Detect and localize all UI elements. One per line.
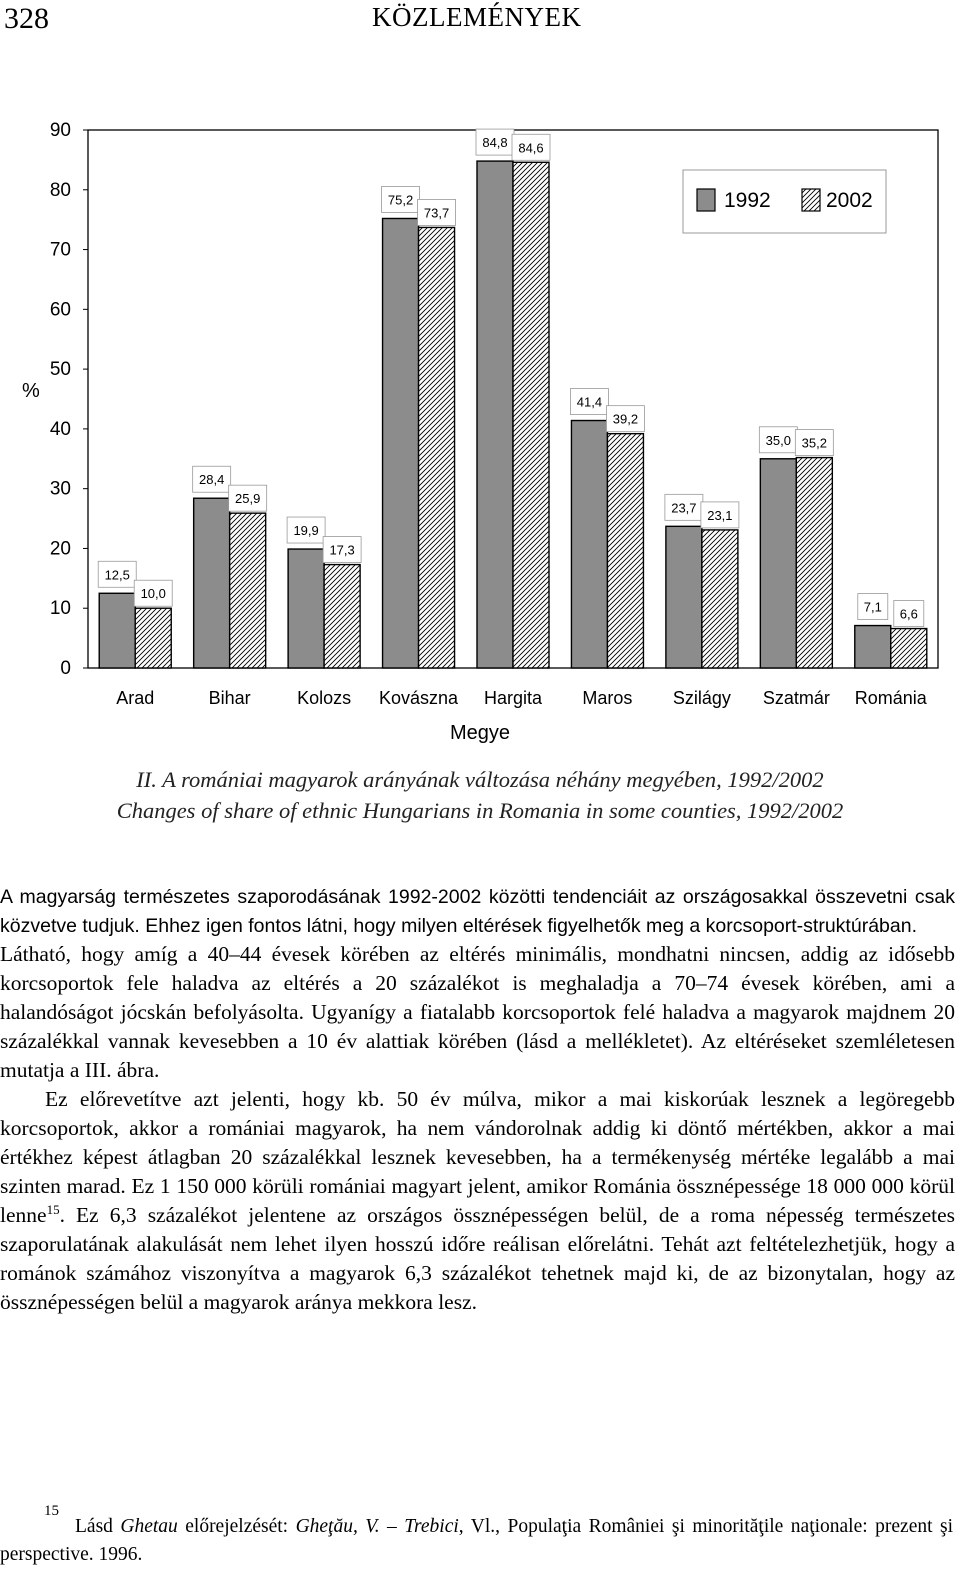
y-tick-label: 60 [49,299,71,321]
data-label-1992-Hargita: 84,8 [482,135,508,151]
footnote-reference: 15 [46,1201,60,1217]
bar-1992-Maros [571,421,607,668]
footnote-text-1: Lásd [75,1516,121,1537]
y-tick-label: 80 [49,179,71,201]
footnote-author-2: Gheţău, V. – Trebici [295,1516,459,1537]
x-axis-label: Megye [449,722,511,744]
data-label-1992-Arad: 12,5 [104,567,130,583]
bar-2002-Hargita [513,162,549,668]
data-label-2002-Kovászna: 73,7 [423,205,450,221]
legend-swatch-2002 [802,189,820,211]
paragraph-2 [0,1085,955,1317]
bar-chart [0,110,960,750]
x-tick-label: Szilágy [672,688,731,708]
data-label-1992-Kovászna: 75,2 [387,192,414,208]
bar-1992-Szilágy [666,526,702,668]
bar-2002-Maros [607,434,643,668]
paragraph-1: Látható, hogy amíg a 40–44 évesek körében az eltérés minimális, mondhatni nincsen, addig az idősebb korcsoportok fele haladva az eltérés a 20 százalékot is meghaladja a 70–74 évesek körében, ami a halandóságot jócskán befolyásolta. Ugyanígy a fiatalabb korcsoportok felé haladva a magyarok majdnem 20 százalékkal vannak kevesebben a 10 év alattiak körében (lásd a mellékletet). Az eltéréseket szemléletesen mutatja a III. ábra. [0,942,955,1082]
data-label-1992-Románia: 7,1 [863,599,882,615]
bar-1992-Arad [99,593,135,668]
page-number: 328 [4,2,49,35]
y-tick-label: 40 [49,418,71,440]
data-label-2002-Szatmár: 35,2 [801,435,827,451]
bar-2002-Kolozs [324,565,360,668]
y-tick-label: 0 [60,658,71,679]
body-text [0,940,955,1317]
data-label-2002-Bihar: 25,9 [235,491,261,507]
bar-1992-Hargita [477,161,513,668]
legend-swatch-1992 [697,189,715,211]
y-tick-label: 50 [49,359,71,381]
x-tick-label: Kolozs [297,688,352,708]
data-label-2002-Maros: 39,2 [612,411,639,427]
section-title: KÖZLEMÉNYEK [372,2,582,32]
footnote-text-3: , Vl., Populaţia României şi minorităţile naţionale: prezent şi perspective. 1996. [0,1516,953,1565]
bar-1992-Kovászna [383,218,419,668]
bar-2002-Szilágy [702,530,738,668]
bar-2002-Kovászna [419,227,455,668]
data-label-2002-Arad: 10,0 [140,586,166,602]
data-label-1992-Kolozs: 19,9 [293,523,319,539]
x-tick-label: Hargita [483,688,543,708]
y-tick-label: 20 [49,538,71,560]
legend-label-1992: 1992 [724,189,771,212]
data-label-1992-Szilágy: 23,7 [671,500,697,516]
data-label-2002-Románia: 6,6 [899,606,918,622]
y-tick-label: 10 [49,598,71,620]
data-label-2002-Szilágy: 23,1 [707,507,733,523]
x-tick-label: Románia [854,688,927,708]
x-tick-label: Kovászna [379,688,459,708]
bar-1992-Románia [855,626,891,668]
y-tick-label: 90 [49,120,71,141]
bar-1992-Kolozs [288,549,324,668]
data-label-1992-Maros: 41,4 [576,394,603,410]
paragraph-lead: A magyarság természetes szaporodásának 1992-2002 közötti tendenciáit az országosakkal összevetni csak közvetve tudjuk. Ehhez igen fontos látni, hogy milyen eltérések figyelhetők meg a korcsoport-struktúrában. [0,886,955,937]
data-label-1992-Bihar: 28,4 [199,472,225,488]
y-axis-label: % [22,380,40,402]
x-tick-label: Szatmár [762,688,830,708]
x-tick-label: Bihar [208,688,251,708]
x-tick-label: Maros [582,688,633,708]
legend-label-2002: 2002 [826,189,873,212]
figure-caption-hu: II. A romániai magyarok arányának változása néhány megyében, 1992/2002 [136,767,824,792]
bar-1992-Bihar [194,498,230,668]
figure-caption-en: Changes of share of ethnic Hungarians in Romania in some counties, 1992/2002 [116,798,844,823]
bar-2002-Szatmár [796,458,832,668]
footnote-text-2: előrejelzését: [177,1516,296,1537]
bar-2002-Románia [891,629,927,668]
footnote [0,1513,953,1569]
data-label-1992-Szatmár: 35,0 [765,432,791,448]
data-label-2002-Hargita: 84,6 [518,140,544,156]
bar-2002-Arad [135,608,171,668]
paragraph-2-part-a: Ez előrevetítve azt jelenti, hogy kb. 50 év múlva, mikor a mai kiskorúak lesznek a legöregebb korcsoportok, akkor a romániai magyarok, ha nem vándorolnak addig ki döntő mértékben, akkor a mai értékhez képest átlagban 20 százalékkal lesznek kevesebben, ha a termékenység mértéke legalább a mai szinten marad. Ez 1 150 000 körüli romániai magyart jelent, amikor Románia össznépessége 18 000 000 körül lenne [0,1087,955,1227]
data-label-2002-Kolozs: 17,3 [329,542,355,558]
footnote-author-1: Ghetau [120,1516,178,1537]
y-tick-label: 30 [49,478,71,500]
x-tick-label: Arad [116,688,155,708]
bar-2002-Bihar [230,513,266,668]
footnote-number: 15 [44,1503,59,1519]
bar-1992-Szatmár [760,459,796,668]
paragraph-2-part-b: . Ez 6,3 százalékot jelentene az országos össznépességen belül, de a roma népesség természetes szaporulatának alakulását nem lehet ilyen hosszú időre reálisan előrelátni. Tehát azt feltételezhetjük, hogy a románok számához viszonyítva a magyarok 6,3 százalékot tehetnek majd ki, de az bizonytalan, hogy az össznépességen belül a magyarok aránya mekkora lesz. [0,1203,955,1314]
y-tick-label: 70 [49,239,71,261]
